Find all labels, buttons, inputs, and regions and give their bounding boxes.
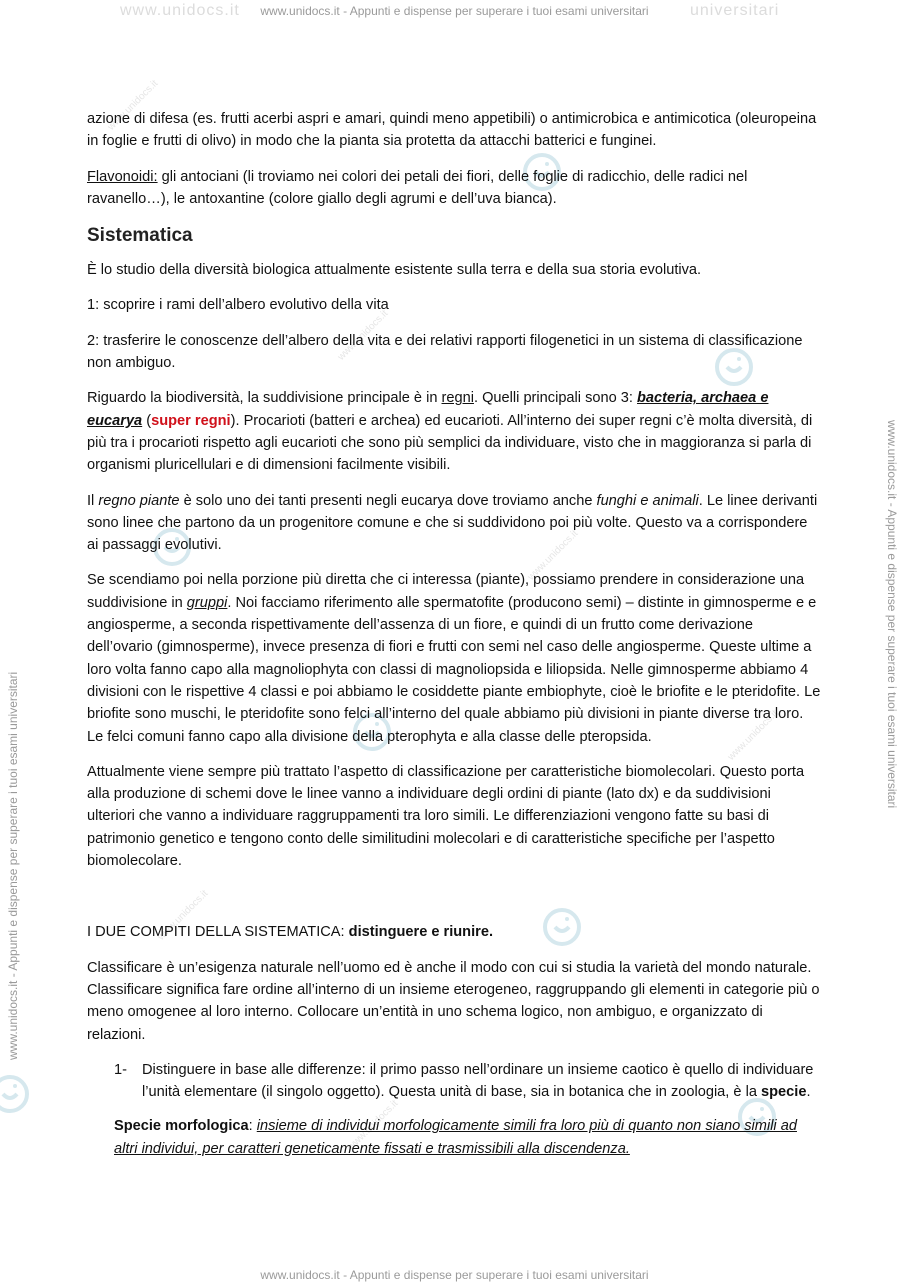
spacer: [87, 885, 822, 921]
header-watermark-text: www.unidocs.it - Appunti e dispense per superare i tuoi esami universitari: [260, 4, 649, 18]
diagonal-watermark: www.unidocs.it: [345, 1098, 401, 1153]
faint-watermark-right: universitari: [690, 2, 780, 19]
diagonal-watermark: www.unidocs.it: [335, 308, 391, 363]
right-watermark-text: www.unidocs.it - Appunti e dispense per superare i tuoi esami universitari: [885, 420, 899, 809]
paragraph-biodiversita: [87, 387, 822, 476]
unidocs-logo-icon: [0, 1072, 32, 1116]
left-watermark-text: www.unidocs.it - Appunti e dispense per superare i tuoi esami universitari: [6, 671, 20, 1060]
diagonal-watermark: www.unidocs.it: [105, 78, 161, 133]
text-span: . Noi facciamo riferimento alle spermatofite (producono semi) – distinte in gimnosperme e e angiosperme, a seconda rispettivamente dell’assenza di un fiore, e quindi di un frutto come derivazione dell’ovario (gimnosperme), invece presenza di fiori e frutti con semi nel caso delle angiosperme. Queste ultime a loro volta fanno capo alla magnoliophyta con classi di magnoliopsida e liliopsida. Nelle gimnosperme abbiamo 4 divisioni con le rispettive 4 classi e poi abbiamo le cosiddette piante embiophyte, cioè le briofite e le pteridofite. Le briofite sono muschi, le pteridofite sono felci all’interno del quale abbiamo più divisioni in piante diverse tra loro. Le felci comuni fanno capo alla divisione della pterophyta e alla classe delle pteropsida.: [87, 594, 821, 745]
text-span: (: [142, 412, 152, 429]
text-span: . Quelli principali sono 3:: [473, 390, 638, 407]
flavonoidi-text: gli antociani (li troviamo nei colori dei petali dei fiori, delle foglie di radicchio, delle radici nel ravanello…), le antoxantine (colore giallo degli agrumi e dell’uva bianca).: [87, 168, 748, 207]
text-span: :: [248, 1118, 257, 1135]
term-regni: regni: [441, 390, 474, 407]
term-distinguere-riunire: distinguere e riunire.: [348, 924, 494, 941]
list-item-text: [142, 1059, 822, 1104]
list-item-distinguere: [114, 1059, 822, 1104]
term-specie-morfologica: Specie morfologica: [114, 1118, 249, 1135]
text-span: Riguardo la biodiversità, la suddivisione principale è in: [87, 390, 442, 407]
paragraph-regno-piante: [87, 490, 822, 557]
paragraph-biomolecolare: Attualmente viene sempre più trattato l’aspetto di classificazione per caratteristiche biomolecolari. Questo porta alla produzione di schemi dove le linee vanno a individuare degli ordini di piante (lato dx) e da suddivisioni ulteriori che vanno a individuare raggruppamenti tra loro simili. Le differenziazioni vengono fatte su basi di patrimonio genetico e tengono conto delle similitudini molecolari e di caratteristiche specifiche per l’aspetto biomolecolare.: [87, 763, 805, 870]
left-side-watermark: [6, 672, 20, 1060]
right-side-watermark: [885, 420, 899, 808]
paragraph-punto-1: 1: scoprire i rami dell’albero evolutivo della vita: [87, 297, 389, 314]
paragraph-punto-2: 2: trasferire le conoscenze dell’albero della vita e dei relativi rapporti filogenetici in un sistema di classificazione non ambiguo.: [87, 332, 803, 372]
paragraph-classificare: Classificare è un’esigenza naturale nell’uomo ed è anche il modo con cui si studia la varietà del mondo naturale. Classificare significa fare ordine all’interno di un insieme eterogeneo, raggruppando gli elementi in categorie più o meno omogenee al loro interno. Collocare un’entità in uno schema logico, non ambiguo, e organizzato di relazioni.: [87, 959, 820, 1043]
term-regno-piante: regno piante: [98, 492, 180, 509]
term-kingdoms: bacteria, archaea e eucarya: [87, 390, 769, 429]
text-span: I DUE COMPITI DELLA SISTEMATICA:: [87, 924, 349, 941]
diagonal-watermark: www.unidocs.it: [525, 528, 581, 583]
paragraph-difesa: azione di difesa (es. frutti acerbi aspri e amari, quindi meno appetibili) o antimicrobica e antimicotica (oleuropeina in foglie e frutti di olivo) in modo che la pianta sia protetta da attacchi batterici e funginei.: [87, 111, 817, 150]
paragraph-flavonoidi: [87, 166, 822, 211]
diagonal-watermark: www.unidocs.it: [155, 888, 211, 943]
text-span: Distinguere in base alle differenze: il primo passo nell’ordinare un insieme caotico è quello di individuare l’unità elementare (il singolo oggetto). Questa unità di base, sia in botanica che in zoologia, è la: [142, 1061, 814, 1101]
faint-watermark-left: www.unidocs.it: [120, 2, 240, 19]
term-super-regni: super regni: [151, 412, 231, 429]
paragraph-definizione: È lo studio della diversità biologica attualmente esistente sulla terra e della sua storia evolutiva.: [87, 262, 702, 279]
document-body: [87, 108, 822, 1173]
list-number: 1-: [114, 1061, 127, 1078]
term-specie: specie: [761, 1084, 807, 1101]
section-heading-sistematica: Sistematica: [87, 225, 193, 247]
footer-watermark: [0, 1268, 909, 1282]
text-span: è solo uno dei tanti presenti negli eucarya dove troviamo anche: [179, 492, 597, 509]
text-span: Se scendiamo poi nella porzione più diretta che ci interessa (piante), possiamo prendere in considerazione una suddivisione in: [87, 572, 805, 611]
paragraph-gruppi: [87, 569, 822, 747]
text-span: ). Procarioti (batteri e archea) ed eucarioti. All’interno dei super regni c’è molta diversità, di più tra i procarioti rispetto agli eucarioti che sono più semplici da individuare, visto che in maggioranza si parla di organismi pluricellulari e di dimensioni facilmente visibili.: [87, 412, 813, 474]
paragraph-specie-morfologica: [114, 1115, 822, 1160]
term-gruppi: gruppi: [186, 594, 228, 611]
diagonal-watermark: www.unidocs.it: [725, 708, 781, 763]
term-flavonoidi: Flavonoidi:: [87, 168, 158, 185]
paragraph-compiti: [87, 921, 822, 943]
footer-watermark-text: www.unidocs.it - Appunti e dispense per superare i tuoi esami universitari: [260, 1268, 649, 1282]
text-span: . Le linee derivanti sono linee che partono da un progenitore comune e che si suddividono poi più volte. Questo va a corrispondere ai passaggi evolutivi.: [87, 492, 818, 554]
text-span: .: [806, 1084, 811, 1101]
text-span: Il: [87, 492, 99, 509]
term-funghi-animali: funghi e animali: [596, 492, 699, 509]
definition-specie-morfologica: insieme di individui morfologicamente simili fra loro più di quanto non siano simili ad altri individui, per caratteri geneticamente fissati e trasmissibili alla discendenza.: [114, 1118, 797, 1157]
